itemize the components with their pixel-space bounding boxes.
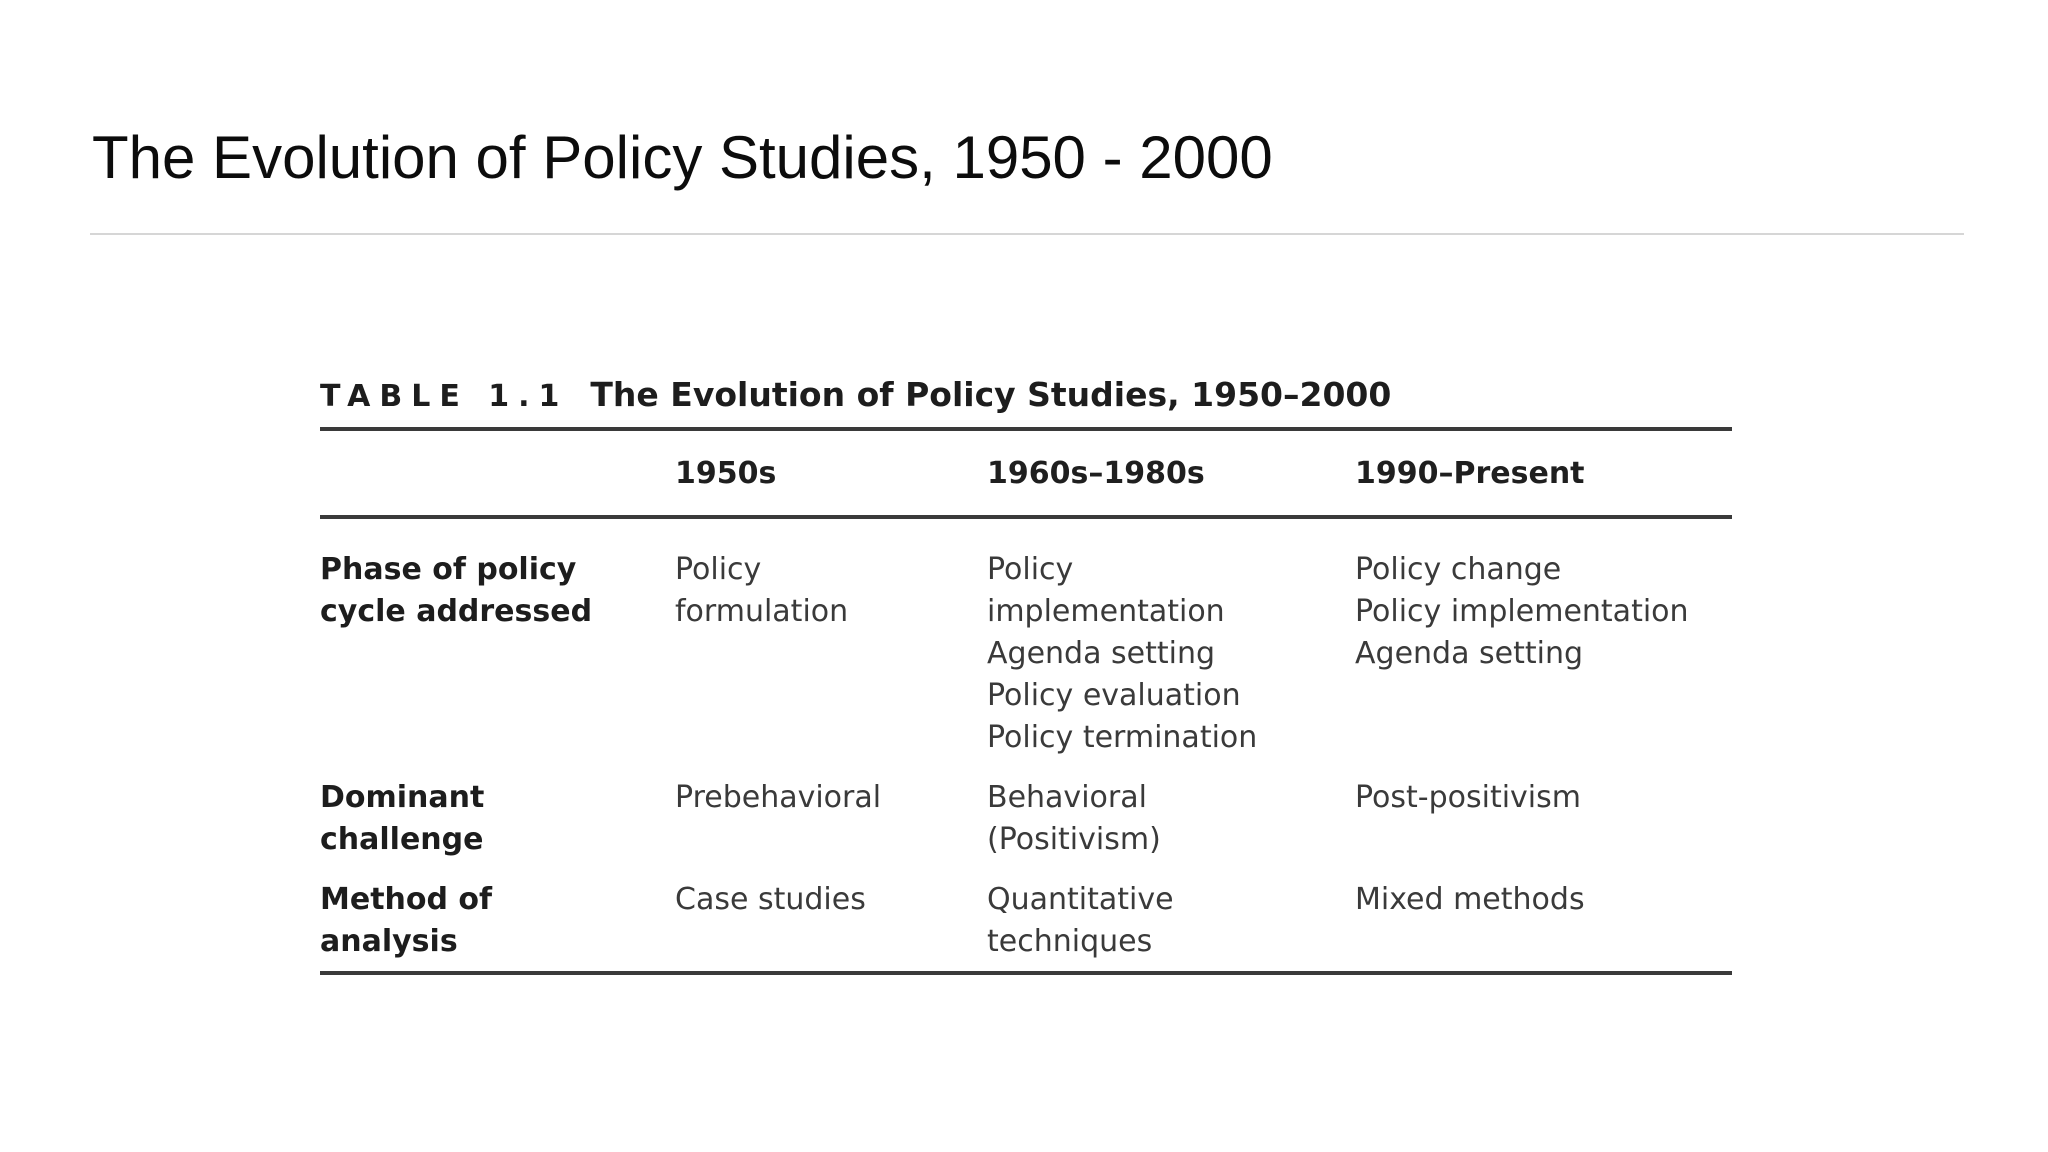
- row-header-method: Method of analysis: [320, 882, 493, 959]
- row-header-dominant-challenge: Dominant challenge: [320, 780, 485, 857]
- table-cell: Quantitative techniques: [987, 882, 1174, 959]
- table-row: [320, 777, 1732, 861]
- column-header-1990-present: 1990–Present: [1355, 455, 1585, 491]
- table-cell: Mixed methods: [1355, 882, 1585, 917]
- table-header-row: [320, 431, 1732, 515]
- table-title: The Evolution of Policy Studies, 1950–2000: [590, 375, 1392, 414]
- table-cell: Policy change Policy implementation Agenda setting: [1355, 552, 1689, 671]
- table-row: [320, 549, 1732, 759]
- row-header-phase: Phase of policy cycle addressed: [320, 552, 593, 629]
- table-caption: [320, 375, 1732, 423]
- policy-studies-table: [320, 375, 1732, 975]
- table-label: TABLE 1.1: [320, 379, 569, 414]
- table-cell: Post-positivism: [1355, 780, 1581, 815]
- table-cell: Policy formulation: [675, 552, 849, 629]
- table-cell: Policy implementation Agenda setting Policy evaluation Policy termination: [987, 552, 1258, 755]
- column-header-1960s-1980s: 1960s–1980s: [987, 455, 1205, 491]
- table-body: [320, 519, 1732, 971]
- title-divider: [90, 233, 1964, 235]
- table-cell: Case studies: [675, 882, 866, 917]
- table-cell: Behavioral (Positivism): [987, 780, 1161, 857]
- column-header-1950s: 1950s: [675, 455, 777, 491]
- table-cell: Prebehavioral: [675, 780, 882, 815]
- table-row: [320, 879, 1732, 963]
- slide-title: The Evolution of Policy Studies, 1950 - 2000: [92, 124, 1273, 191]
- table-bottom-rule: [320, 971, 1732, 975]
